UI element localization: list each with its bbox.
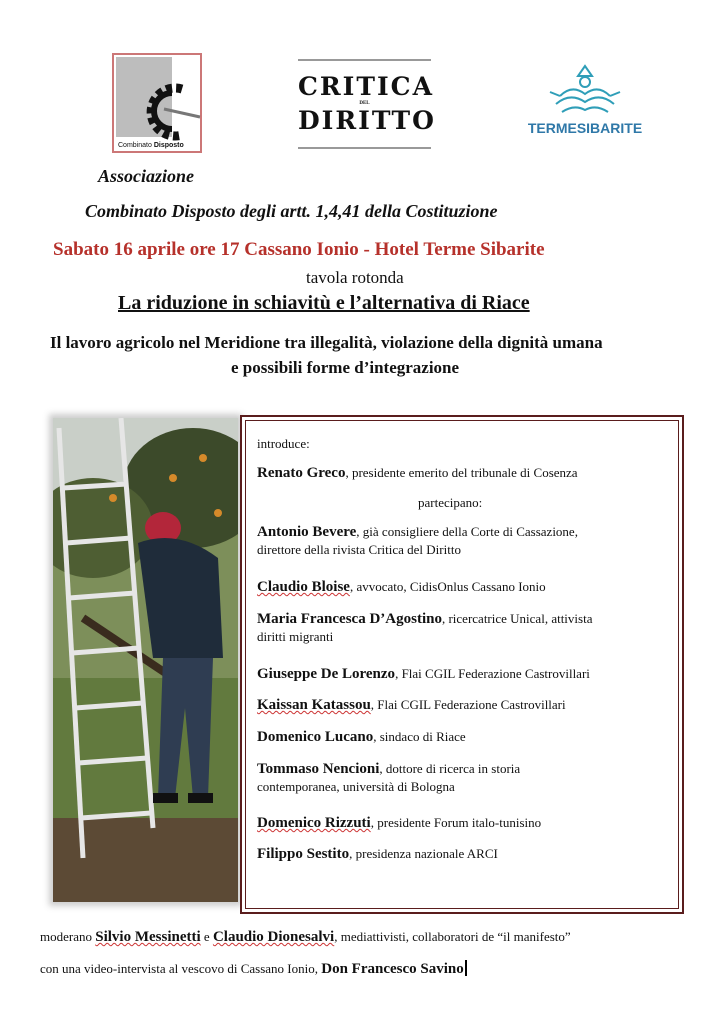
participant-desc: , presidenza nazionale ARCI (349, 846, 498, 861)
combinato-disposto-logo (112, 53, 202, 153)
diritto-word: DIRITTO (298, 106, 436, 135)
moderator-name: Claudio Dionesalvi (212, 929, 335, 945)
participant-item (257, 728, 677, 746)
participant-name: Tommaso Nencioni (257, 761, 380, 777)
moderano-text: moderano (40, 929, 96, 944)
participant-name: Renato Greco (257, 465, 346, 481)
gear-icon (142, 79, 202, 141)
participant-name: Filippo Sestito (257, 846, 350, 862)
participant-desc-2: contemporanea, università di Bologna (257, 779, 455, 794)
partecipano-label: partecipano: (418, 495, 483, 510)
terme-name: TERMESIBARITE (527, 120, 643, 136)
tavola-rotonda-label: tavola rotonda (306, 268, 404, 287)
introduce-label: introduce: (257, 436, 310, 451)
moderator-name: Silvio Messinetti (95, 929, 201, 945)
participant-desc: , presidente Forum italo-tunisino (370, 815, 542, 830)
participant-item (257, 760, 677, 796)
participant-item (257, 523, 677, 559)
participant-item (257, 610, 677, 646)
participant-desc: , Flai CGIL Federazione Castrovillari (395, 666, 590, 681)
event-date-line: Sabato 16 aprile ore 17 Cassano Ionio - Hotel Terme Sibarite (53, 239, 545, 260)
participant-name: Claudio Bloise (257, 579, 350, 595)
participant-desc: , già consigliere della Corte di Cassazione, (356, 524, 578, 539)
participant-desc: , Flai CGIL Federazione Castrovillari (370, 697, 566, 712)
logo-text-b: Disposto (153, 142, 184, 149)
participant-name: Giuseppe De Lorenzo (257, 666, 396, 682)
and-text: e (200, 929, 213, 944)
participant-desc: , avvocato, CidisOnlus Cassano Ionio (349, 579, 546, 594)
event-title: La riduzione in schiavitù e l’alternativa di Riace (118, 292, 530, 314)
interview-line (40, 960, 467, 978)
participant-item (257, 665, 677, 683)
associazione-label: Associazione (98, 166, 195, 186)
intro-person (257, 464, 677, 482)
text-cursor (465, 960, 467, 976)
participant-item (257, 696, 677, 714)
participant-desc-2: direttore della rivista Critica del Diritto (257, 542, 461, 557)
subtitle-line-1: Il lavoro agricolo nel Meridione tra illegalità, violazione della dignità umana (50, 333, 603, 352)
participant-name: Maria Francesca D’Agostino (257, 611, 442, 627)
subtitle-line-2: e possibili forme d’integrazione (231, 358, 460, 377)
participant-desc: , dottore di ricerca in storia (379, 761, 521, 776)
bishop-name: Don Francesco Savino (321, 961, 464, 977)
moderators-line (40, 929, 571, 946)
critica-word: CRITICA (298, 72, 434, 101)
participant-item (257, 578, 677, 596)
participants-panel (240, 415, 684, 914)
terme-emblem-icon (520, 62, 650, 120)
moderators-desc: , mediattivisti, collaboratori de “il manifesto” (334, 929, 571, 944)
participant-item (257, 845, 677, 863)
combinato-line: Combinato Disposto degli artt. 1,4,41 della Costituzione (85, 201, 498, 221)
del-word: DEL (359, 101, 370, 106)
participant-desc: , presidente emerito del tribunale di Cosenza (345, 465, 578, 480)
participant-name: Antonio Bevere (257, 524, 357, 540)
terme-sibarite-logo (520, 62, 650, 140)
critica-del-diritto-logo (298, 59, 436, 149)
participant-name: Domenico Lucano (257, 729, 374, 745)
participant-name: Domenico Rizzuti (257, 815, 371, 831)
participant-desc: , ricercatrice Unical, attivista (441, 611, 593, 626)
participant-desc-2: diritti migranti (257, 629, 334, 644)
participant-item (257, 814, 677, 832)
participant-name: Kaissan Katassou (257, 697, 371, 713)
participant-desc: , sindaco di Riace (373, 729, 466, 744)
interview-text: con una video-intervista al vescovo di Cassano Ionio, (40, 961, 322, 976)
logo-text-a: Combinato (118, 142, 152, 149)
orchard-worker-photo (53, 418, 238, 902)
